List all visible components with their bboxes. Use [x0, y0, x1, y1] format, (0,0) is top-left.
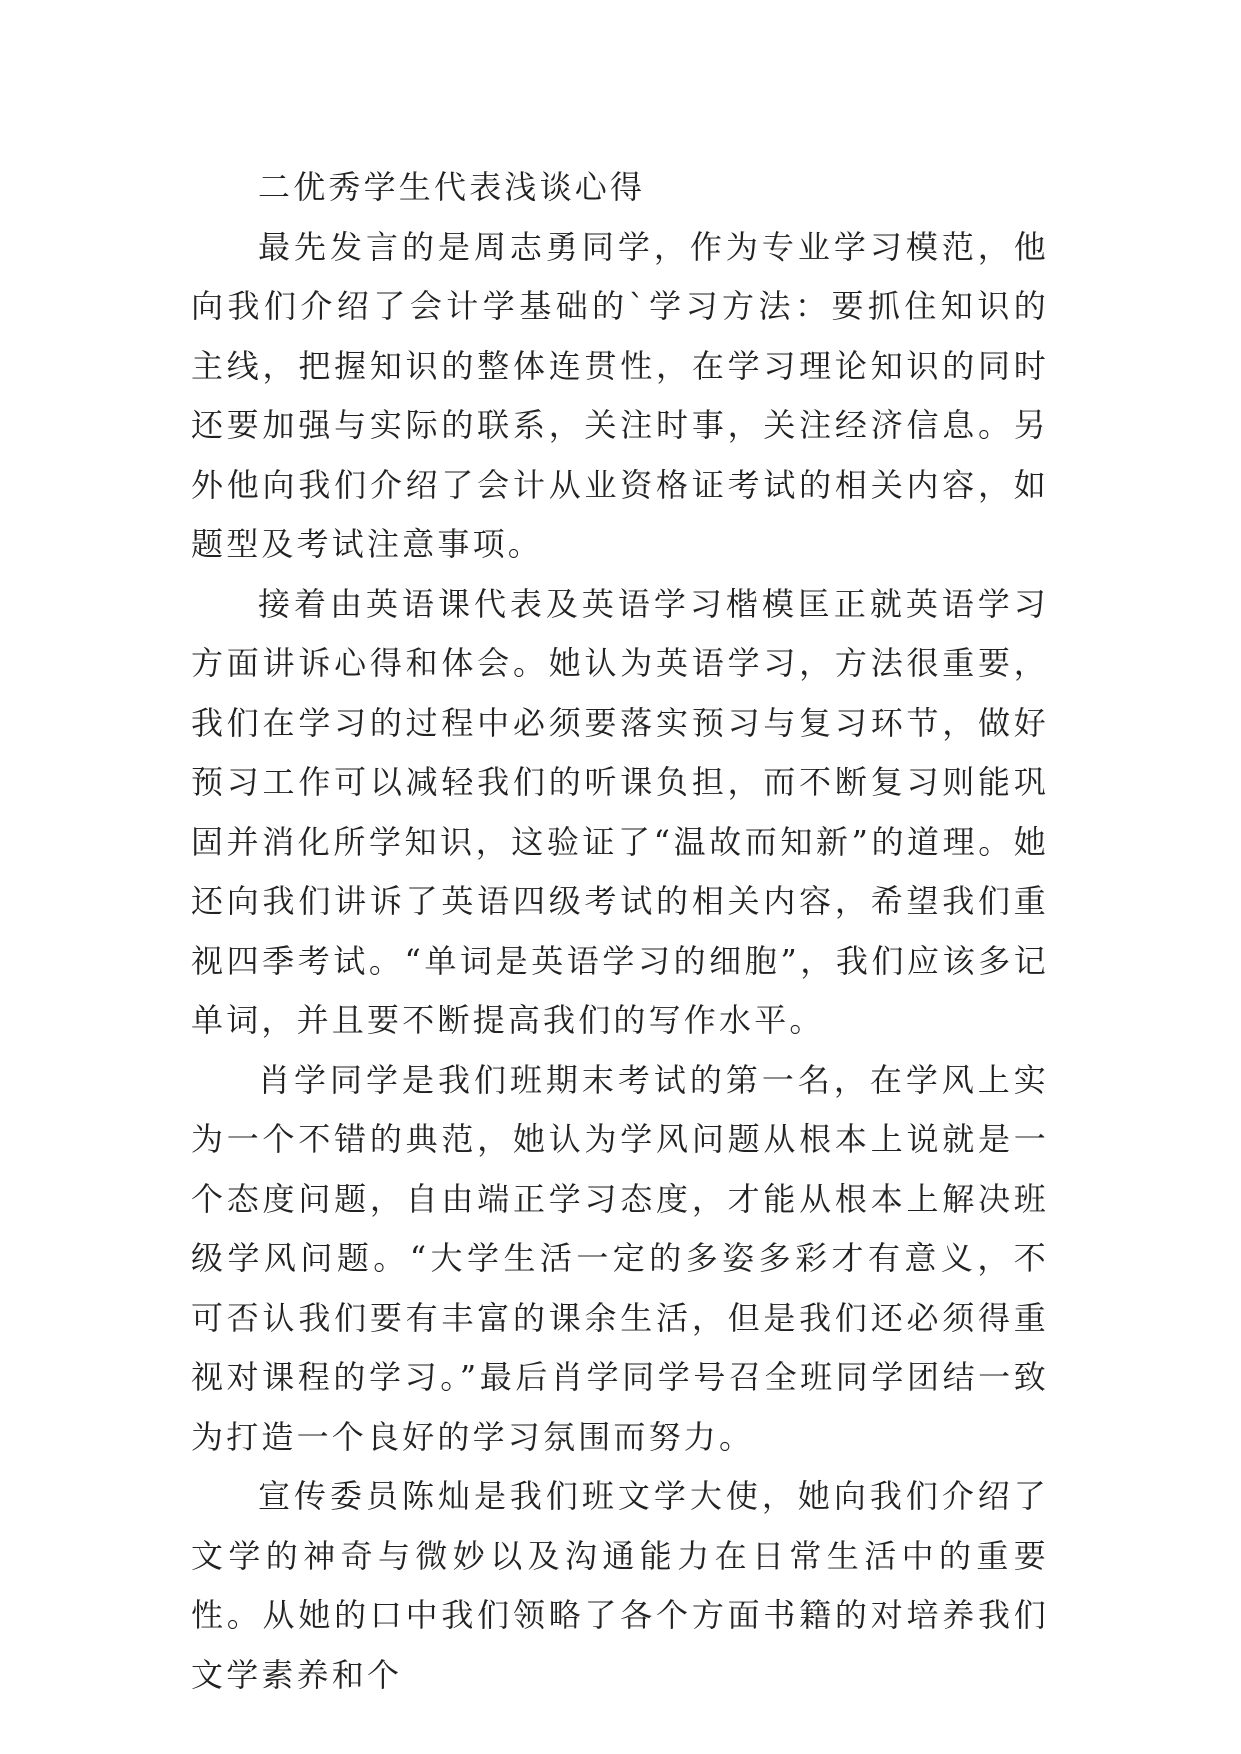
- paragraph-chen: 宣传委员陈灿是我们班文学大使，她向我们介绍了文学的神奇与微妙以及沟通能力在日常生活中的重要性。从她的口中我们领略了各个方面书籍的对培养我们文学素养和个: [191, 1477, 1049, 1694]
- document-body: [191, 158, 1049, 1705]
- section-heading: 二优秀学生代表浅谈心得: [258, 168, 646, 206]
- paragraph-kuang: 接着由英语课代表及英语学习楷模匡正就英语学习方面讲诉心得和体会。她认为英语学习，方法很重要，我们在学习的过程中必须要落实预习与复习环节，做好预习工作可以减轻我们的听课负担，而不断复习则能巩固并消化所学知识，这验证了“温故而知新”的道理。她还向我们讲诉了英语四级考试的相关内容，希望我们重视四季考试。“单词是英语学习的细胞”，我们应该多记单词，并且要不断提高我们的写作水平。: [191, 584, 1049, 1039]
- paragraph-zhou: 最先发言的是周志勇同学，作为专业学习模范，他向我们介绍了会计学基础的`学习方法：要抓住知识的主线，把握知识的整体连贯性，在学习理论知识的同时还要加强与实际的联系，关注时事，关注经济信息。另外他向我们介绍了会计从业资格证考试的相关内容，如题型及考试注意事项。: [191, 227, 1049, 563]
- paragraph-xiao: 肖学同学是我们班期末考试的第一名，在学风上实为一个不错的典范，她认为学风问题从根本上说就是一个态度问题，自由端正学习态度，才能从根本上解决班级学风问题。“大学生活一定的多姿多彩才有意义，不可否认我们要有丰富的课余生活，但是我们还必须得重视对课程的学习。”最后肖学同学号召全班同学团结一致为打造一个良好的学习氛围而努力。: [191, 1060, 1049, 1456]
